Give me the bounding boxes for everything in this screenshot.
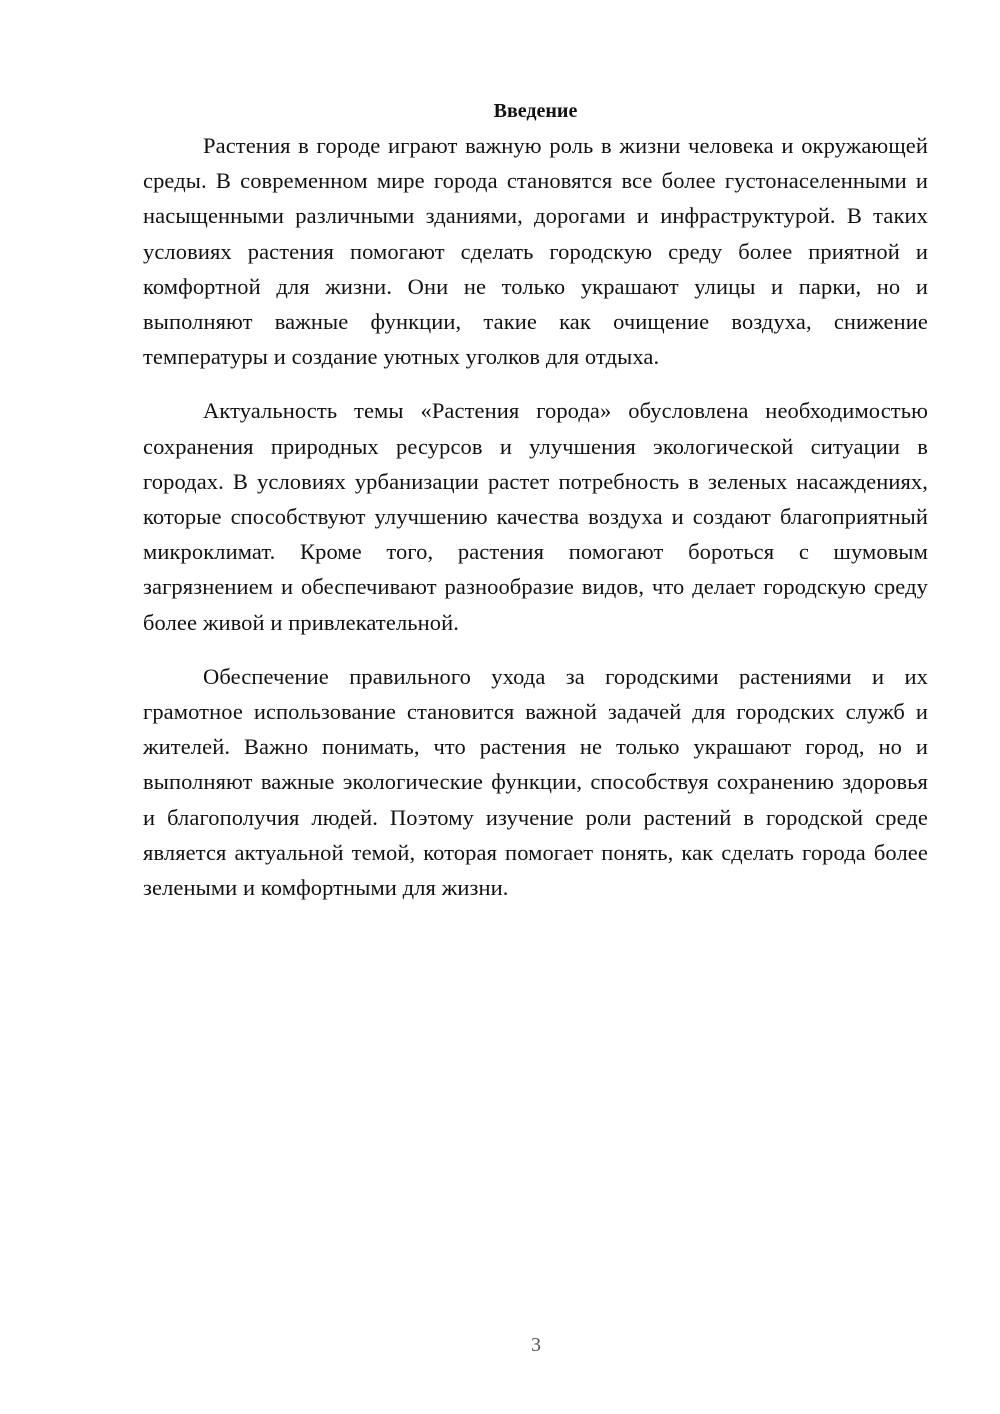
page-content <box>143 94 928 905</box>
paragraph-1: Растения в городе играют важную роль в жизни человека и окружающей среды. В современном мире города становятся все более густонаселенными и насыщенными различными зданиями, дорогами и инфраструктурой. В таких условиях растения помогают сделать городскую среду более приятной и комфортной для жизни. Они не только украшают улицы и парки, но и выполняют важные функции, такие как очищение воздуха, снижение температуры и создание уютных уголков для отдыха. <box>143 133 928 370</box>
paragraph-2: Актуальность темы «Растения города» обусловлена необходимостью сохранения природных ресурсов и улучшения экологической ситуации в городах. В условиях урбанизации растет потребность в зеленых насаждениях, которые способствуют улучшению качества воздуха и создают благоприятный микроклимат. Кроме того, растения помогают бороться с шумовым загрязнением и обеспечивают разнообразие видов, что делает городскую среду более живой и привлекательной. <box>143 398 928 635</box>
section-heading: Введение <box>493 100 578 122</box>
paragraph-3: Обеспечение правильного ухода за городскими растениями и их грамотное использование становится важной задачей для городских служб и жителей. Важно понимать, что растения не только украшают город, но и выполняют важные экологические функции, способствуя сохранению здоровья и благополучия людей. Поэтому изучение роли растений в городской среде является актуальной темой, которая помогает понять, как сделать города более зелеными и комфортными для жизни. <box>143 663 928 901</box>
page-number: 3 <box>531 1334 541 1356</box>
